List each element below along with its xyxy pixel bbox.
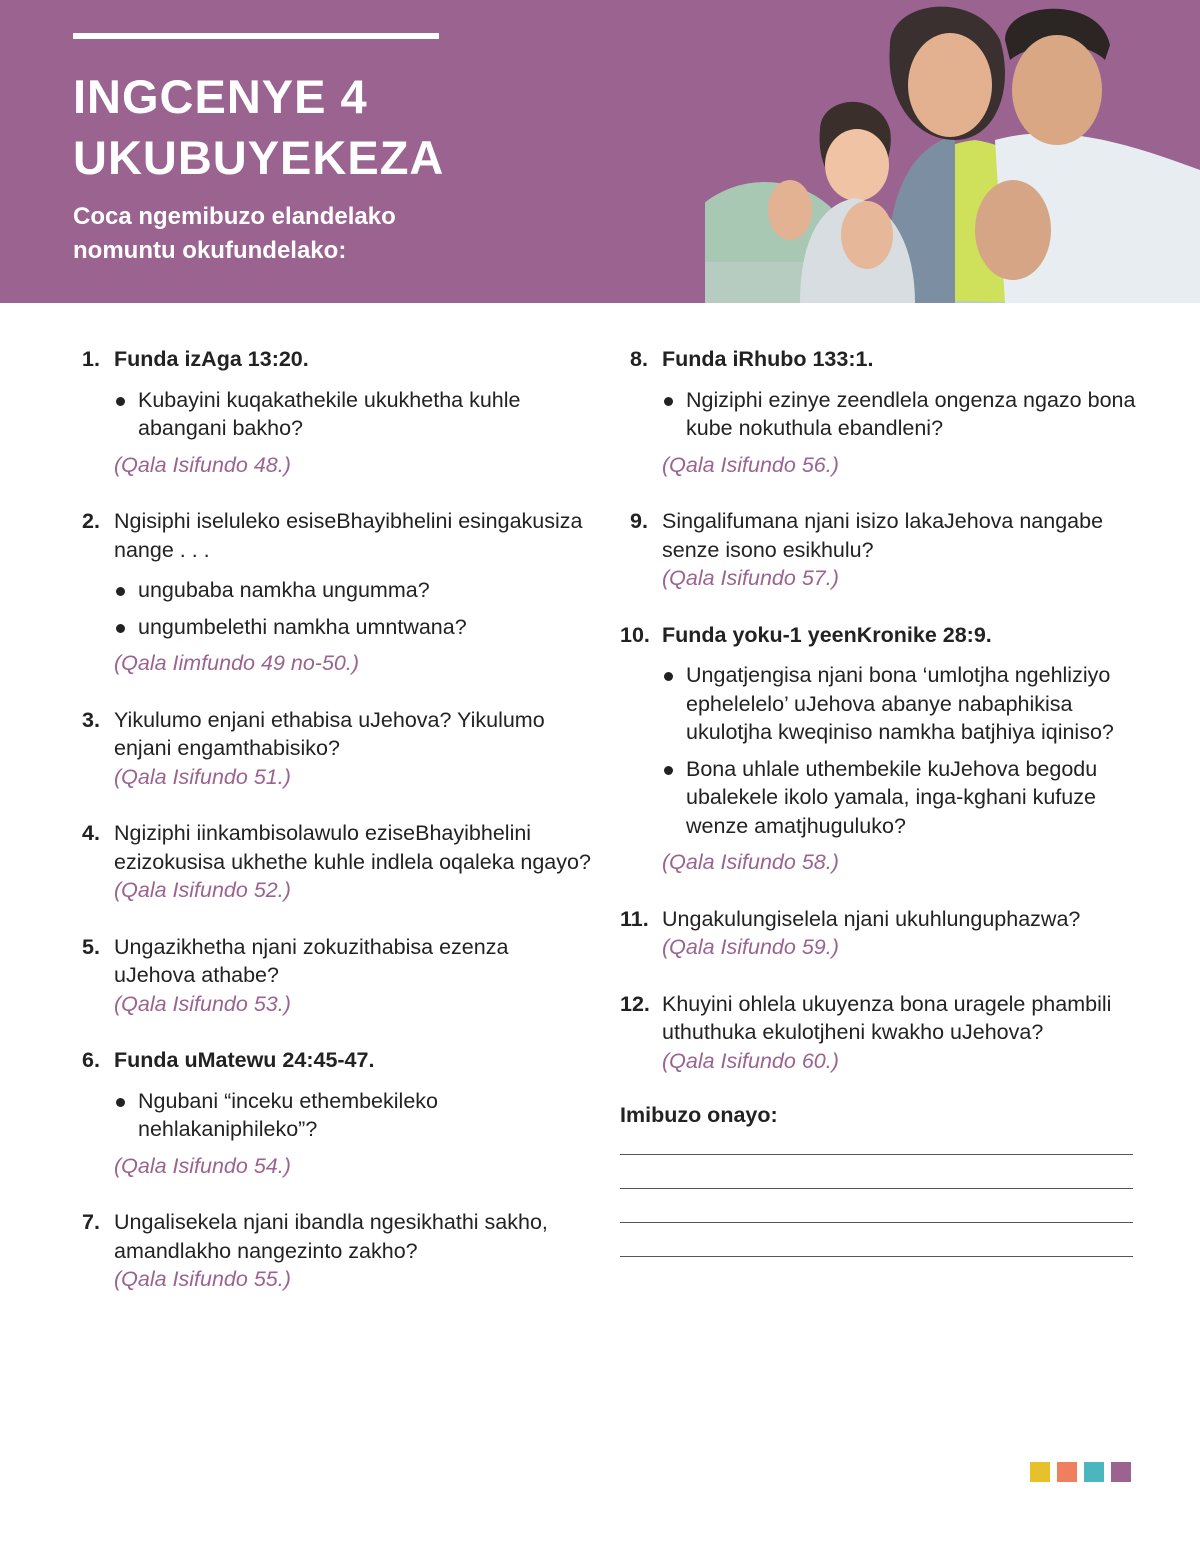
question-12 xyxy=(620,990,1140,1076)
list-item xyxy=(664,386,1140,443)
bullet-text: Ngiziphi ezinye zeendlela ongenza ngazo bona kube nokuthula ebandleni? xyxy=(686,387,1136,440)
header-banner xyxy=(0,0,1200,303)
list-item xyxy=(116,613,592,642)
more-questions-label: Imibuzo onayo: xyxy=(620,1103,778,1127)
title-line-1: INGCENYE 4 xyxy=(73,70,368,123)
bullet-list xyxy=(114,1087,592,1144)
lesson-reference: (Qala Isifundo 55.) xyxy=(114,1267,291,1291)
question-4 xyxy=(82,819,592,905)
list-item xyxy=(664,661,1140,747)
answer-line[interactable] xyxy=(620,1222,1133,1223)
bullet-icon xyxy=(664,672,673,681)
coral-swatch xyxy=(1057,1462,1077,1482)
answer-line[interactable] xyxy=(620,1154,1133,1155)
questions-right-column xyxy=(620,345,1140,1257)
question-number: 9. xyxy=(630,509,648,533)
bullet-icon xyxy=(116,624,125,633)
bullet-text: Kubayini kuqakathekile ukukhetha kuhle abangani bakho? xyxy=(138,387,521,440)
lesson-reference: (Qala Isifundo 56.) xyxy=(662,452,839,477)
list-item xyxy=(116,1087,592,1144)
question-number: 3. xyxy=(82,707,100,732)
bullet-text: Bona uhlale uthembekile kuJehova begodu ubalekele ikolo yamala, inga-kghani kufuze wenze amatjhuguluko? xyxy=(686,756,1098,838)
lesson-reference: (Qala Isifundo 58.) xyxy=(662,850,839,874)
lesson-reference: (Qala Isifundo 59.) xyxy=(662,935,839,959)
lesson-reference: (Qala Isifundo 54.) xyxy=(114,1153,291,1178)
question-text: Funda uMatewu 24:45-47. xyxy=(114,1048,375,1072)
lesson-reference: (Qala Isifundo 57.) xyxy=(662,566,839,590)
question-text: Ngisiphi iseluleko esiseBhayibhelini esingakusiza nange . . . xyxy=(114,509,583,562)
questions-left-column xyxy=(82,345,592,1322)
lesson-reference: (Qala Isifundo 53.) xyxy=(114,991,291,1016)
question-11 xyxy=(620,905,1140,962)
question-number: 7. xyxy=(82,1210,100,1234)
bullet-icon xyxy=(116,397,125,406)
question-text: Singalifumana njani isizo lakaJehova nangabe senze isono esikhulu? xyxy=(662,509,1104,562)
yellow-swatch xyxy=(1030,1462,1050,1482)
question-text: Funda izAga 13:20. xyxy=(114,347,309,371)
lesson-reference: (Qala Isifundo 60.) xyxy=(662,1048,839,1073)
bullet-text: Ngubani “inceku ethembekileko nehlakaniphileko”? xyxy=(138,1088,438,1141)
question-number: 12. xyxy=(620,991,650,1016)
question-text: Ungalisekela njani ibandla ngesikhathi sakho, amandlakho nangezinto zakho? xyxy=(114,1210,548,1263)
question-10 xyxy=(620,621,1140,877)
header-rule xyxy=(73,33,439,39)
question-number: 8. xyxy=(630,347,648,371)
question-1 xyxy=(82,345,592,479)
question-8 xyxy=(620,345,1140,479)
color-swatches xyxy=(1030,1462,1131,1482)
question-text: Funda yoku-1 yeenKronike 28:9. xyxy=(662,622,992,647)
question-number: 11. xyxy=(620,906,649,931)
question-3 xyxy=(82,706,592,792)
bullet-list xyxy=(114,576,592,641)
question-text: Ungakulungiselela njani ukuhlunguphazwa? xyxy=(662,906,1081,931)
bullet-text: ungubaba namkha ungumma? xyxy=(138,578,430,602)
lesson-reference: (Qala Isifundo 48.) xyxy=(114,452,291,477)
family-praying-illustration xyxy=(705,0,1200,303)
page-subtitle xyxy=(73,200,396,268)
bullet-text: ungumbelethi namkha umntwana? xyxy=(138,614,467,639)
title-line-2: UKUBUYEKEZA xyxy=(73,131,445,184)
page-title xyxy=(73,66,444,188)
teal-swatch xyxy=(1084,1462,1104,1482)
question-5 xyxy=(82,933,592,1019)
bullet-text: Ungatjengisa njani bona ‘umlotjha ngehliziyo ephelelelo’ uJehova abanye nabaphikisa ukulotjha kweqiniso namkha batjhiya iqiniso? xyxy=(686,663,1114,744)
question-number: 5. xyxy=(82,934,100,959)
lesson-reference: (Qala Isifundo 52.) xyxy=(114,878,291,902)
question-2 xyxy=(82,507,592,678)
subtitle-line-1: Coca ngemibuzo elandelako xyxy=(73,203,396,230)
list-item xyxy=(664,755,1140,841)
question-text: Khuyini ohlela ukuyenza bona uragele phambili uthuthuka ekulotjheni kwakho uJehova? xyxy=(662,991,1112,1044)
question-number: 4. xyxy=(82,821,100,845)
answer-line[interactable] xyxy=(620,1256,1133,1257)
lesson-reference: (Qala Isifundo 51.) xyxy=(114,764,291,789)
bullet-list xyxy=(662,661,1140,840)
question-text: Ungazikhetha njani zokuzithabisa ezenza uJehova athabe? xyxy=(114,934,509,987)
bullet-icon xyxy=(116,587,125,596)
question-6 xyxy=(82,1046,592,1180)
question-7 xyxy=(82,1208,592,1294)
question-number: 6. xyxy=(82,1048,100,1072)
bullet-list xyxy=(662,386,1140,443)
list-item xyxy=(116,576,592,605)
question-text: Ngiziphi iinkambisolawulo eziseBhayibhelini ezizokusisa ukhethe kuhle indlela oqaleka ngayo? xyxy=(114,821,591,874)
bullet-list xyxy=(114,386,592,443)
question-text: Yikulumo enjani ethabisa uJehova? Yikulumo enjani engamthabisiko? xyxy=(114,707,545,760)
subtitle-line-2: nomuntu okufundelako: xyxy=(73,237,347,264)
question-9 xyxy=(620,507,1140,593)
question-text: Funda iRhubo 133:1. xyxy=(662,347,874,371)
list-item xyxy=(116,386,592,443)
bullet-icon xyxy=(664,766,673,775)
purple-swatch xyxy=(1111,1462,1131,1482)
bullet-icon xyxy=(116,1098,125,1107)
question-number: 2. xyxy=(82,509,100,533)
question-number: 1. xyxy=(82,347,100,371)
bullet-icon xyxy=(664,397,673,406)
answer-line[interactable] xyxy=(620,1188,1133,1189)
lesson-reference: (Qala Iimfundo 49 no-50.) xyxy=(114,651,359,675)
question-number: 10. xyxy=(620,622,650,647)
